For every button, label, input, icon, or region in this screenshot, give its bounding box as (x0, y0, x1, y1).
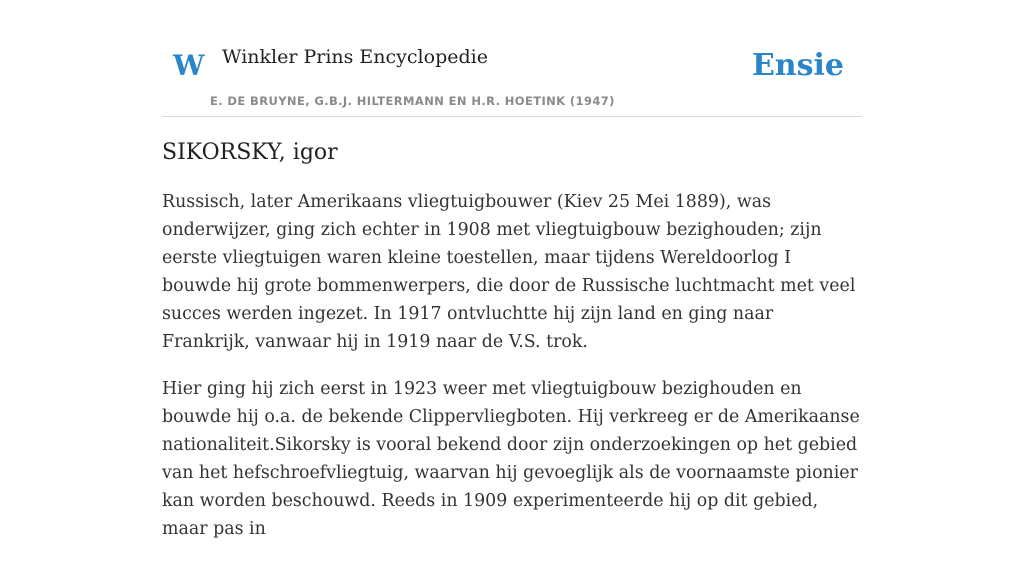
article-paragraph: Hier ging hij zich eerst in 1923 weer met vliegtuigbouw bezighouden en bouwde hij o.a. de bekende Clippervliegboten. Hij verkreeg er de Amerikaanse nationaliteit.Sikorsky is vooral bekend door zijn onderzoekingen op het gebied van het hefschroefvliegtuig, waarvan hij gevoeglijk als de voornaamste pionier kan worden beschouwd. Reeds in 1909 experimenteerde hij op dit gebied, maar pas in (162, 379, 860, 540)
source-title-link[interactable]: Winkler Prins Encyclopedie (222, 46, 488, 68)
source-logo-icon[interactable]: W (173, 49, 205, 82)
article (162, 140, 862, 562)
source-header (162, 0, 862, 117)
article-paragraph: Russisch, later Amerikaans vliegtuigbouwer (Kiev 25 Mei 1889), was onderwijzer, ging zich echter in 1908 met vliegtuigbouw bezighouden; zijn eerste vliegtuigen waren kleine toestellen, maar tijdens Wereldoorlog I bouwde hij grote bommenwerpers, die door de Russische luchtmacht met veel succes werden ingezet. In 1917 ontvluchtte hij zijn land en ging naar Frankrijk, vanwaar hij in 1919 naar de V.S. trok. (162, 192, 856, 353)
article-title: SIKORSKY, igor (162, 140, 338, 165)
source-authors: E. DE BRUYNE, G.B.J. HILTERMANN EN H.R. HOETINK (1947) (210, 94, 615, 108)
ensie-logo[interactable]: Ensie (751, 48, 844, 83)
